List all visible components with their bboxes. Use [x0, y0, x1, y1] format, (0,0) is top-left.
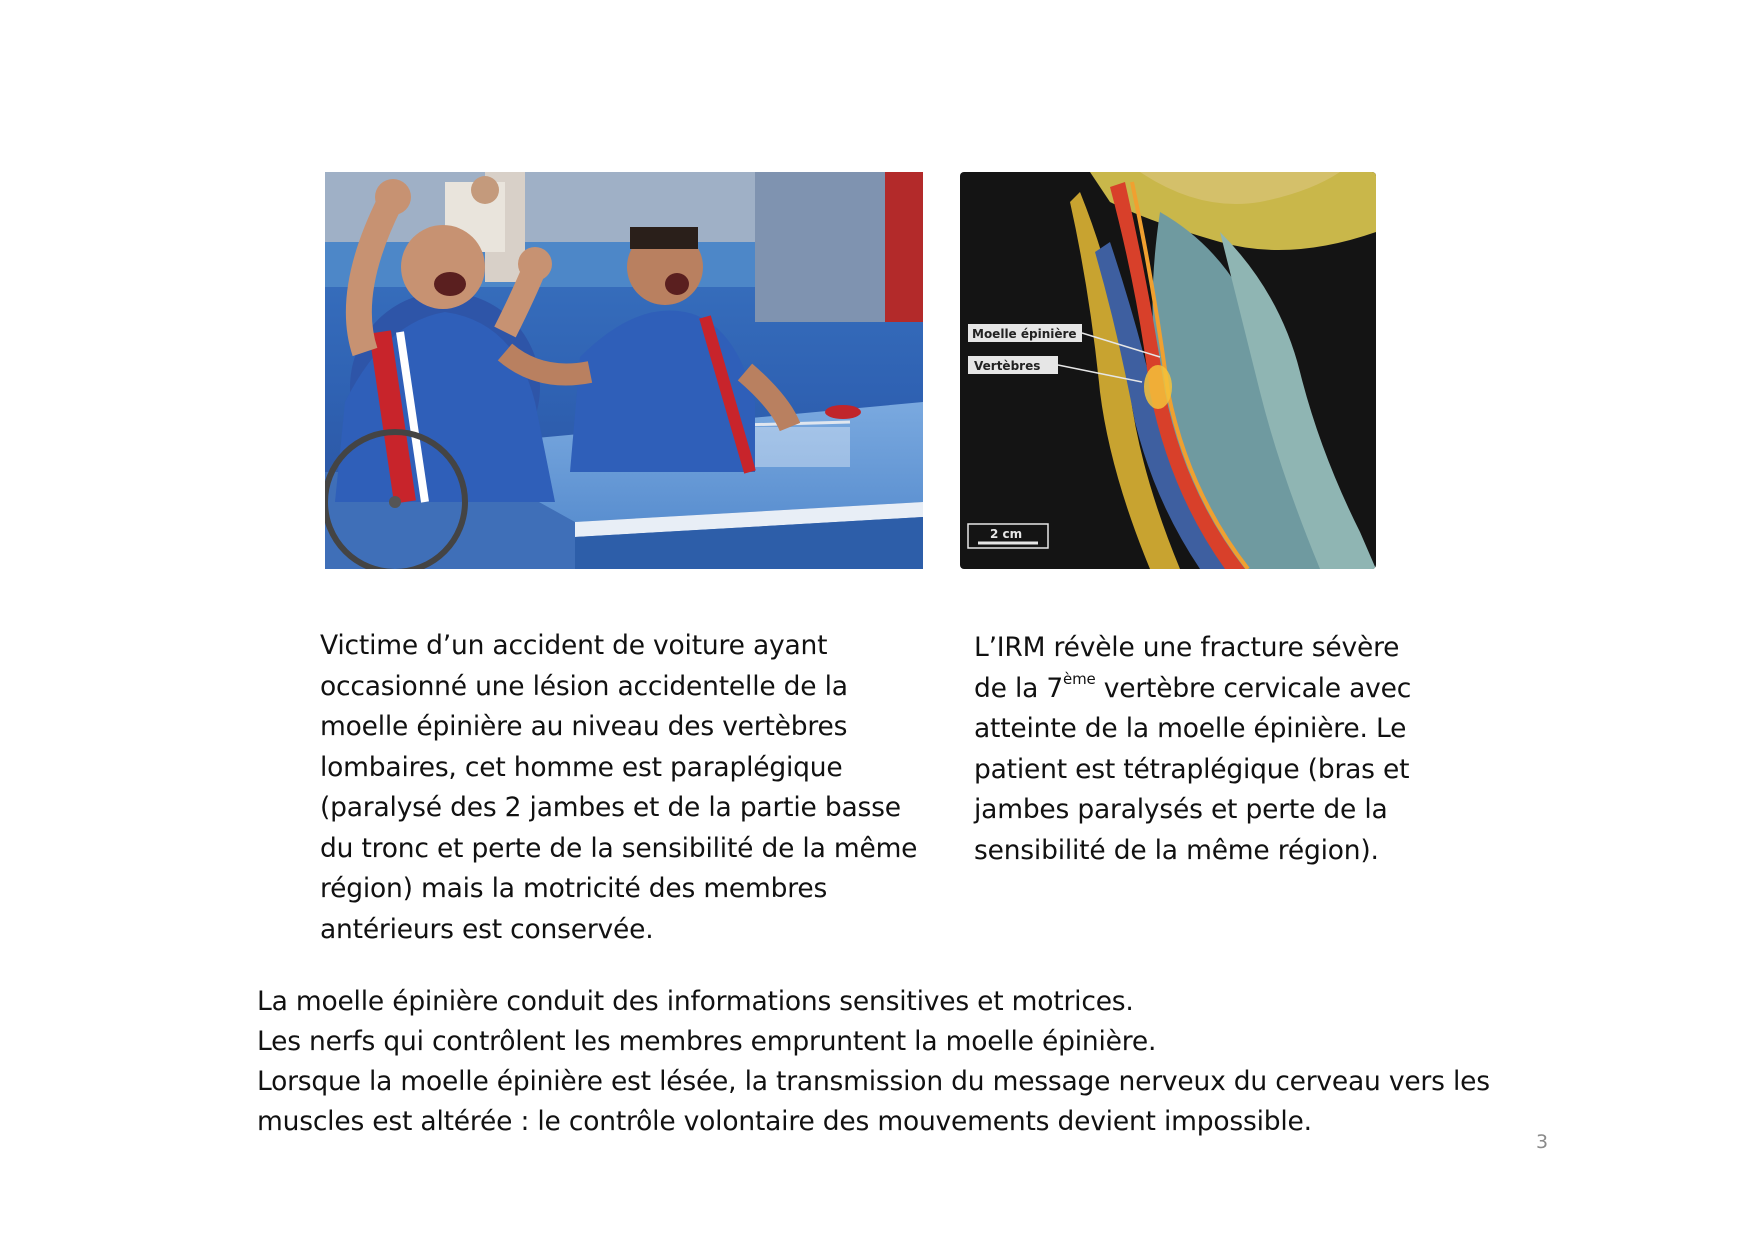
caption-right-part1: L’IRM révèle une fracture sévère de la 7 — [974, 632, 1400, 704]
label-spinal-cord: Moelle épinière — [972, 327, 1077, 341]
mri-scan-image — [960, 172, 1376, 569]
scale-bar-label: 2 cm — [990, 527, 1023, 541]
summary-line: muscles est altérée : le contrôle volontaire des mouvements devient impossible. — [257, 1106, 1312, 1137]
summary-line: La moelle épinière conduit des informations sensitives et motrices. — [257, 986, 1134, 1017]
label-vertebrae: Vertèbres — [974, 359, 1041, 373]
caption-paraplegic: Victime d’un accident de voiture ayant occasionné une lésion accidentelle de la moelle épinière au niveau des vertèbres lombaires, cet homme est paraplégique (paralysé des 2 jambes et de la partie basse du tronc et perte de la sensibilité de la même région) mais la motricité des membres antérieurs est conservée. — [320, 630, 918, 945]
page-number: 3 — [1536, 1131, 1549, 1153]
caption-right-part2: vertèbre cervicale avec atteinte de la moelle épinière. Le patient est tétraplégique (bras et jambes paralysés et perte de la sensibilité de la même région). — [974, 672, 1412, 866]
caption-tetraplegic — [974, 628, 1414, 871]
summary-text — [257, 982, 1557, 1142]
summary-line: Lorsque la moelle épinière est lésée, la transmission du message nerveux du cerveau vers les — [257, 1066, 1490, 1097]
caption-right-superscript: ème — [1063, 669, 1096, 688]
summary-line: Les nerfs qui contrôlent les membres empruntent la moelle épinière. — [257, 1026, 1157, 1057]
table-tennis-photo — [325, 172, 923, 569]
